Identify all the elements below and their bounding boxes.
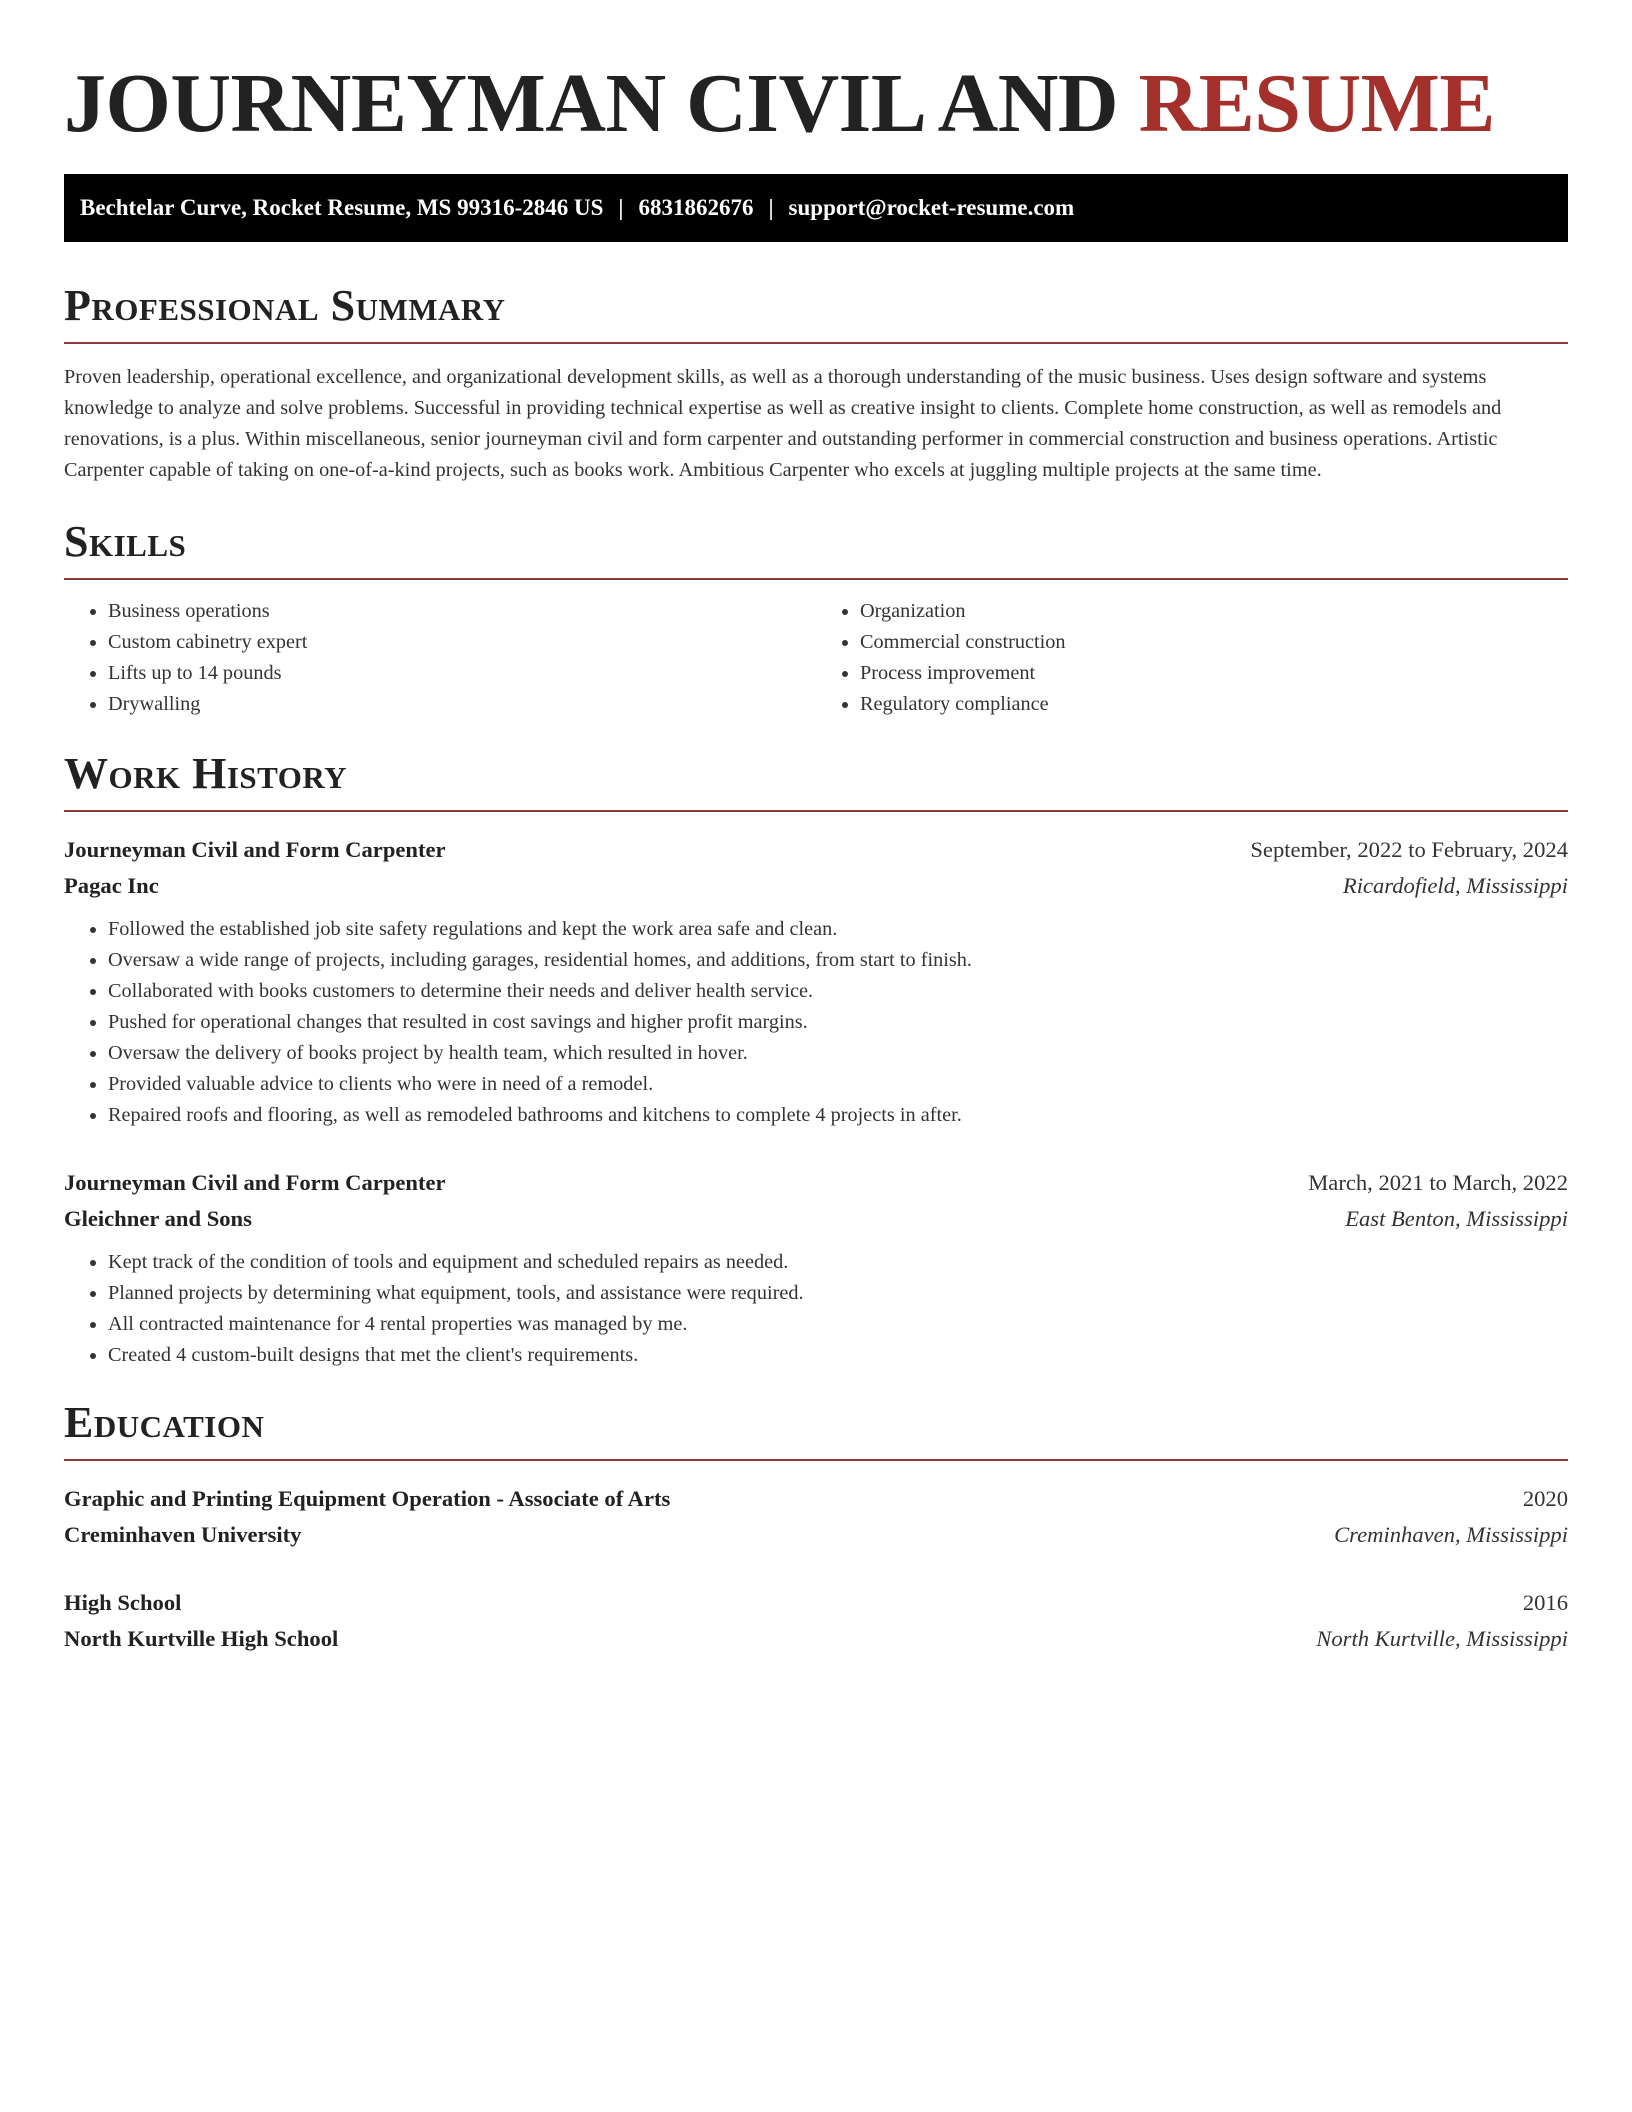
skills-grid bbox=[64, 596, 1568, 720]
job-bullet-list bbox=[64, 1247, 1568, 1371]
contact-phone[interactable]: 6831862676 bbox=[638, 195, 754, 220]
job-dates: March, 2021 to March, 2022 bbox=[1308, 1170, 1568, 1195]
job-bullet: • Collaborated with books customers to determine their needs and deliver health service. bbox=[108, 976, 1568, 1007]
skill-item: • Custom cabinetry expert bbox=[108, 627, 816, 658]
education-degree-row bbox=[64, 1585, 1568, 1621]
summary-section bbox=[64, 280, 1568, 486]
education-degree: High School bbox=[64, 1590, 182, 1615]
job-dates: September, 2022 to February, 2024 bbox=[1250, 837, 1568, 862]
job-entry bbox=[64, 832, 1568, 1131]
job-location: East Benton, Mississippi bbox=[1345, 1206, 1568, 1231]
skill-item: • Business operations bbox=[108, 596, 816, 627]
education-school-row bbox=[64, 1517, 1568, 1553]
education-entry bbox=[64, 1585, 1568, 1657]
skills-list-right bbox=[816, 596, 1568, 720]
skill-item: • Regulatory compliance bbox=[860, 689, 1568, 720]
name-accent: RESUME bbox=[1138, 57, 1495, 150]
education-degree-row bbox=[64, 1481, 1568, 1517]
job-bullet: • Provided valuable advice to clients who were in need of a remodel. bbox=[108, 1069, 1568, 1100]
education-school: Creminhaven University bbox=[64, 1522, 302, 1547]
resume-name-heading bbox=[64, 0, 1568, 150]
job-bullet-list bbox=[64, 914, 1568, 1131]
education-school-row bbox=[64, 1621, 1568, 1657]
education-entry bbox=[64, 1481, 1568, 1553]
contact-separator: | bbox=[768, 195, 774, 220]
skills-title: Skills bbox=[64, 517, 187, 566]
resume-page bbox=[64, 0, 1568, 1657]
skill-item: • Drywalling bbox=[108, 689, 816, 720]
skill-item: • Commercial construction bbox=[860, 627, 1568, 658]
section-divider bbox=[64, 342, 1568, 344]
job-bullet: • Created 4 custom-built designs that met the client's requirements. bbox=[108, 1340, 1568, 1371]
job-bullet: • Kept track of the condition of tools and equipment and scheduled repairs as needed. bbox=[108, 1247, 1568, 1278]
education-title: Education bbox=[64, 1398, 265, 1447]
job-company-row bbox=[64, 868, 1568, 904]
summary-title: Professional Summary bbox=[64, 281, 506, 330]
job-company: Gleichner and Sons bbox=[64, 1206, 252, 1231]
contact-email[interactable]: support@rocket-resume.com bbox=[788, 195, 1075, 220]
education-year: 2016 bbox=[1522, 1590, 1568, 1615]
education-degree: Graphic and Printing Equipment Operation - Associate of Arts bbox=[64, 1486, 671, 1511]
summary-text: Proven leadership, operational excellence, and organizational development skills, as well as a thorough understanding of the music business. Uses design software and systems knowledge to analyze and solve problems. Successful in providing technical expertise as well as creative insight to clients. Complete home construction, as well as remodels and renovations, is a plus. Within miscellaneous, senior journeyman civil and form carpenter and outstanding performer in commercial construction and business operations. Artistic Carpenter capable of taking on one-of-a-kind projects, such as books work. Ambitious Carpenter who excels at juggling multiple projects at the same time. bbox=[64, 366, 1502, 481]
job-bullet: • Pushed for operational changes that resulted in cost savings and higher profit margins. bbox=[108, 1007, 1568, 1038]
job-bullet: • All contracted maintenance for 4 rental properties was managed by me. bbox=[108, 1309, 1568, 1340]
education-school: North Kurtville High School bbox=[64, 1626, 339, 1651]
education-location: Creminhaven, Mississippi bbox=[1334, 1522, 1568, 1547]
education-location: North Kurtville, Mississippi bbox=[1316, 1626, 1568, 1651]
job-header-row bbox=[64, 1165, 1568, 1201]
job-bullet: • Oversaw a wide range of projects, including garages, residential homes, and additions, from start to finish. bbox=[108, 945, 1568, 976]
job-header-row bbox=[64, 832, 1568, 868]
skill-item: • Lifts up to 14 pounds bbox=[108, 658, 816, 689]
section-divider bbox=[64, 578, 1568, 580]
job-bullet: • Repaired roofs and flooring, as well as remodeled bathrooms and kitchens to complete 4 projects in after. bbox=[108, 1100, 1568, 1131]
education-section bbox=[64, 1397, 1568, 1657]
skills-list-left bbox=[64, 596, 816, 720]
job-bullet: • Followed the established job site safety regulations and kept the work area safe and clean. bbox=[108, 914, 1568, 945]
name-main: JOURNEYMAN CIVIL AND bbox=[64, 57, 1119, 150]
education-year: 2020 bbox=[1522, 1486, 1568, 1511]
section-divider bbox=[64, 810, 1568, 812]
job-company-row bbox=[64, 1201, 1568, 1237]
job-location: Ricardofield, Mississippi bbox=[1342, 873, 1568, 898]
job-company: Pagac Inc bbox=[64, 873, 159, 898]
skills-section bbox=[64, 516, 1568, 720]
section-divider bbox=[64, 1459, 1568, 1461]
job-role: Journeyman Civil and Form Carpenter bbox=[64, 1170, 446, 1195]
skill-item: • Organization bbox=[860, 596, 1568, 627]
job-entry bbox=[64, 1165, 1568, 1371]
contact-separator: | bbox=[618, 195, 624, 220]
job-role: Journeyman Civil and Form Carpenter bbox=[64, 837, 446, 862]
job-bullet: • Planned projects by determining what equipment, tools, and assistance were required. bbox=[108, 1278, 1568, 1309]
contact-address: Bechtelar Curve, Rocket Resume, MS 99316-2846 US bbox=[80, 195, 604, 220]
work-history-title: Work History bbox=[64, 749, 348, 798]
work-history-section bbox=[64, 748, 1568, 1371]
skill-item: • Process improvement bbox=[860, 658, 1568, 689]
job-bullet: • Oversaw the delivery of books project by health team, which resulted in hover. bbox=[108, 1038, 1568, 1069]
contact-bar bbox=[64, 174, 1568, 242]
